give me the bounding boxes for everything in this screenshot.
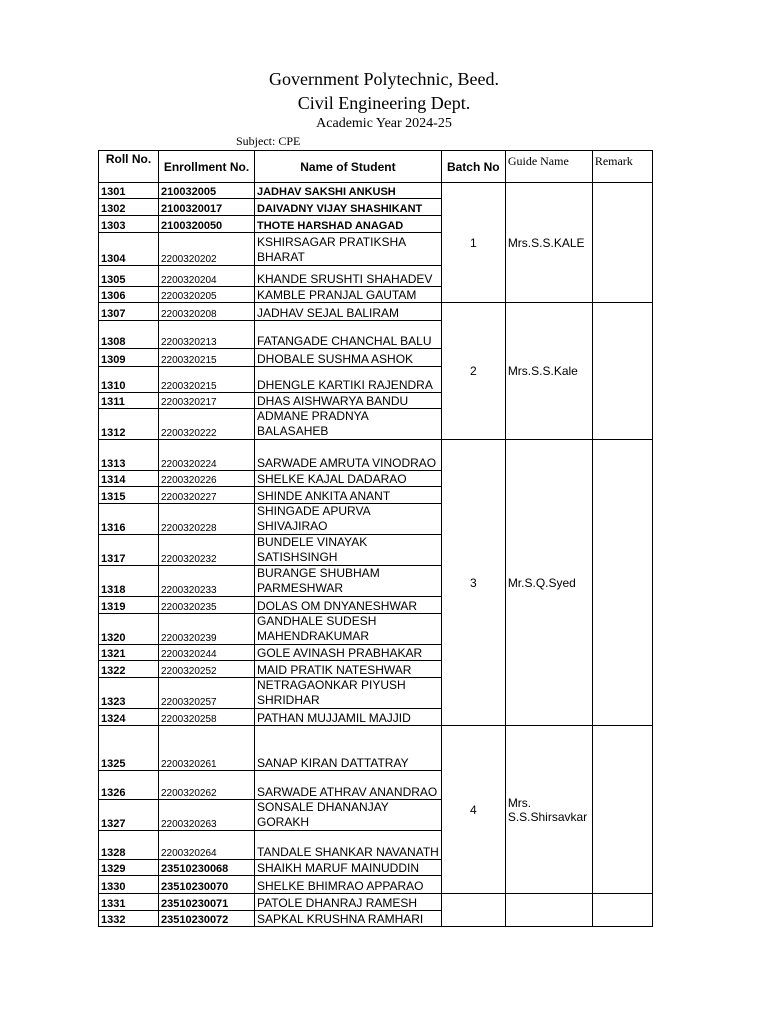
roll-number: 1306 — [99, 287, 159, 303]
student-table — [98, 150, 653, 927]
remark-cell — [592, 726, 652, 894]
remark-cell — [592, 303, 652, 440]
student-name: PATHAN MUJJAMIL MAJJID — [255, 709, 442, 726]
table-row — [99, 183, 653, 199]
roll-number: 1308 — [99, 321, 159, 349]
student-name: SHELKE BHIMRAO APPARAO — [255, 876, 442, 894]
guide-name: Mr.S.Q.Syed — [505, 440, 592, 726]
student-name: KSHIRSAGAR PRATIKSHA BHARAT — [255, 233, 442, 266]
student-name: SONSALE DHANANJAY GORAKH — [255, 800, 442, 831]
enrollment-number: 2200320215 — [159, 367, 255, 393]
enrollment-number: 2200320204 — [159, 266, 255, 287]
student-name: JADHAV SAKSHI ANKUSH — [255, 183, 442, 199]
student-name: GANDHALE SUDESH MAHENDRAKUMAR — [255, 614, 442, 645]
column-header-enrollment: Enrollment No. — [159, 151, 255, 183]
student-name: FATANGADE CHANCHAL BALU — [255, 321, 442, 349]
batch-number: 4 — [441, 726, 505, 894]
enrollment-number: 2200320226 — [159, 471, 255, 487]
roll-number: 1332 — [99, 911, 159, 927]
enrollment-number: 2200320233 — [159, 566, 255, 597]
roll-number: 1325 — [99, 726, 159, 771]
roll-number: 1305 — [99, 266, 159, 287]
roll-number: 1331 — [99, 894, 159, 911]
enrollment-number: 2200320217 — [159, 393, 255, 409]
enrollment-number: 2200320244 — [159, 645, 255, 661]
student-name: SHELKE KAJAL DADARAO — [255, 471, 442, 487]
student-name: GOLE AVINASH PRABHAKAR — [255, 645, 442, 661]
student-name: SARWADE ATHRAV ANANDRAO — [255, 771, 442, 800]
student-name: KAMBLE PRANJAL GAUTAM — [255, 287, 442, 303]
roll-number: 1303 — [99, 216, 159, 233]
column-header-roll: Roll No. — [99, 151, 159, 183]
student-name: DHENGLE KARTIKI RAJENDRA — [255, 367, 442, 393]
enrollment-number: 23510230071 — [159, 894, 255, 911]
student-name: KHANDE SRUSHTI SHAHADEV — [255, 266, 442, 287]
enrollment-number: 2200320239 — [159, 614, 255, 645]
enrollment-number: 2200320222 — [159, 409, 255, 440]
enrollment-number: 2200320227 — [159, 487, 255, 504]
student-name: SHINDE ANKITA ANANT — [255, 487, 442, 504]
enrollment-number: 2200320228 — [159, 504, 255, 535]
roll-number: 1309 — [99, 349, 159, 367]
roll-number: 1328 — [99, 831, 159, 860]
enrollment-number: 2100320050 — [159, 216, 255, 233]
student-name: DHAS AISHWARYA BANDU — [255, 393, 442, 409]
roll-number: 1322 — [99, 661, 159, 678]
column-header-batch: Batch No — [441, 151, 505, 183]
enrollment-number: 2200320232 — [159, 535, 255, 566]
roll-number: 1320 — [99, 614, 159, 645]
guide-name: Mrs.S.S.Kale — [505, 303, 592, 440]
student-name: DOLAS OM DNYANESHWAR — [255, 597, 442, 614]
student-name: NETRAGAONKAR PIYUSH SHRIDHAR — [255, 678, 442, 709]
remark-cell — [592, 440, 652, 726]
roll-number: 1326 — [99, 771, 159, 800]
enrollment-number: 2200320224 — [159, 440, 255, 471]
enrollment-number: 23510230072 — [159, 911, 255, 927]
roll-number: 1327 — [99, 800, 159, 831]
column-header-guide: Guide Name — [505, 151, 592, 183]
enrollment-number: 2200320264 — [159, 831, 255, 860]
enrollment-number: 2200320202 — [159, 233, 255, 266]
student-name: BUNDELE VINAYAK SATISHSINGH — [255, 535, 442, 566]
enrollment-number: 2200320262 — [159, 771, 255, 800]
institute-name: Government Polytechnic, Beed. — [269, 69, 499, 89]
enrollment-number: 2200320205 — [159, 287, 255, 303]
roll-number: 1316 — [99, 504, 159, 535]
student-name: MAID PRATIK NATESHWAR — [255, 661, 442, 678]
table-row — [99, 894, 653, 911]
guide-name: Mrs.S.S.KALE — [505, 183, 592, 303]
student-name: BURANGE SHUBHAM PARMESHWAR — [255, 566, 442, 597]
student-name: JADHAV SEJAL BALIRAM — [255, 303, 442, 321]
department-name: Civil Engineering Dept. — [297, 93, 471, 113]
enrollment-number: 2200320235 — [159, 597, 255, 614]
batch-number: 1 — [441, 183, 505, 303]
enrollment-number: 2200320261 — [159, 726, 255, 771]
roll-number: 1323 — [99, 678, 159, 709]
enrollment-number: 23510230070 — [159, 876, 255, 894]
student-name: THOTE HARSHAD ANAGAD — [255, 216, 442, 233]
roll-number: 1310 — [99, 367, 159, 393]
roll-number: 1324 — [99, 709, 159, 726]
student-name: SANAP KIRAN DATTATRAY — [255, 726, 442, 771]
roll-number: 1321 — [99, 645, 159, 661]
student-name: DHOBALE SUSHMA ASHOK — [255, 349, 442, 367]
roll-number: 1302 — [99, 199, 159, 216]
roll-number: 1330 — [99, 876, 159, 894]
table-header-row — [99, 151, 653, 183]
roll-number: 1317 — [99, 535, 159, 566]
remark-cell — [592, 183, 652, 303]
enrollment-number: 2200320258 — [159, 709, 255, 726]
column-header-remark: Remark — [592, 151, 652, 183]
roll-number: 1329 — [99, 860, 159, 876]
enrollment-number: 2100320017 — [159, 199, 255, 216]
enrollment-number: 23510230068 — [159, 860, 255, 876]
subject-label: Subject: CPE — [236, 134, 301, 148]
academic-year: Academic Year 2024-25 — [316, 116, 452, 131]
batch-number — [441, 894, 505, 927]
roll-number: 1301 — [99, 183, 159, 199]
guide-name: Mrs. S.S.Shirsavkar — [505, 726, 592, 894]
enrollment-number: 2200320263 — [159, 800, 255, 831]
batch-number: 2 — [441, 303, 505, 440]
enrollment-number: 2200320215 — [159, 349, 255, 367]
roll-number: 1313 — [99, 440, 159, 471]
guide-name — [505, 894, 592, 927]
student-name: DAIVADNY VIJAY SHASHIKANT — [255, 199, 442, 216]
remark-cell — [592, 894, 652, 927]
student-name: TANDALE SHANKAR NAVANATH — [255, 831, 442, 860]
column-header-name: Name of Student — [255, 151, 442, 183]
student-name: ADMANE PRADNYA BALASAHEB — [255, 409, 442, 440]
table-row — [99, 440, 653, 471]
enrollment-number: 2200320257 — [159, 678, 255, 709]
student-name: PATOLE DHANRAJ RAMESH — [255, 894, 442, 911]
student-name: SHINGADE APURVA SHIVAJIRAO — [255, 504, 442, 535]
roll-number: 1307 — [99, 303, 159, 321]
roll-number: 1319 — [99, 597, 159, 614]
enrollment-number: 2200320252 — [159, 661, 255, 678]
roll-number: 1318 — [99, 566, 159, 597]
student-name: SAPKAL KRUSHNA RAMHARI — [255, 911, 442, 927]
roll-number: 1304 — [99, 233, 159, 266]
enrollment-number: 2200320213 — [159, 321, 255, 349]
enrollment-number: 2200320208 — [159, 303, 255, 321]
batch-number: 3 — [441, 440, 505, 726]
roll-number: 1314 — [99, 471, 159, 487]
table-row — [99, 726, 653, 771]
roll-number: 1311 — [99, 393, 159, 409]
roll-number: 1315 — [99, 487, 159, 504]
student-name: SHAIKH MARUF MAINUDDIN — [255, 860, 442, 876]
enrollment-number: 210032005 — [159, 183, 255, 199]
student-name: SARWADE AMRUTA VINODRAO — [255, 440, 442, 471]
table-row — [99, 303, 653, 321]
roll-number: 1312 — [99, 409, 159, 440]
